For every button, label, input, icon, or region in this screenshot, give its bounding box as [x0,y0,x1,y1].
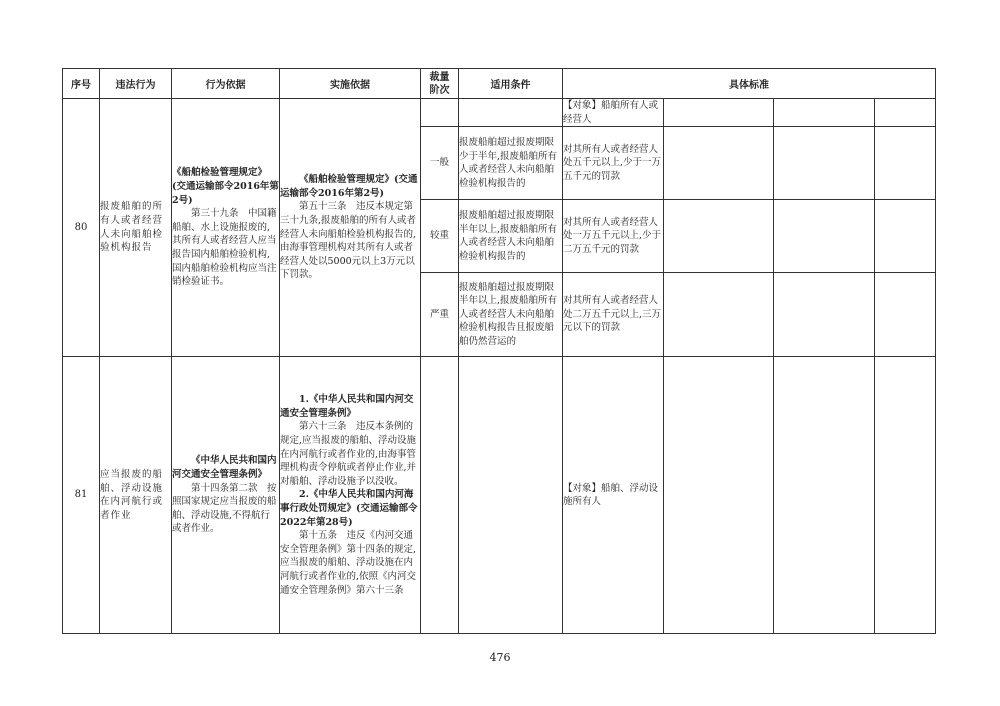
row80-cond-blank [459,99,563,127]
row81-extra-1 [664,357,774,634]
header-basis: 行为依据 [172,69,280,99]
row80-object: 【对象】船舶所有人或经营人 [563,99,664,127]
row81-basis-title: 《中华人民共和国内河交通安全管理条例》 [172,455,277,480]
row80-m-extra-2 [774,200,875,273]
row80-impl [280,99,421,357]
row80-level-3: 严重 [421,273,459,357]
row80-seq: 80 [63,99,100,357]
row80-impl-title: 《船舶检验管理规定》(交通运输部令2016年第2号) [280,174,418,199]
row80-g-extra-1 [664,127,774,200]
row81-extra-2 [774,357,875,634]
row80-level-1: 一般 [421,127,459,200]
row81-impl [280,357,421,634]
row80-extra-1 [664,99,774,127]
row80-s-extra-3 [875,273,936,357]
header-act: 违法行为 [100,69,172,99]
row80-act: 报废船舶的所有人或者经营人未向船舶检验机构报告 [100,99,172,357]
row80-cond-3: 报废船舶超过报废期限半年以上,报废船舶所有人或者经营人未向船舶检验机构报告且报废船舶仍然营运的 [459,273,563,357]
row80-cond-1: 报废船舶超过报废期限少于半年,报废船舶所有人或者经营人未向船舶检验机构报告的 [459,127,563,200]
row80-std-1: 对其所有人或者经营人处五千元以上,少于一万五千元的罚款 [563,127,664,200]
header-seq: 序号 [63,69,100,99]
row81-object: 【对象】船舶、浮动设施所有人 [563,357,664,634]
row81-impl-1-title: 1.《中华人民共和国内河交通安全管理条例》 [280,394,414,419]
row80-std-2: 对其所有人或者经营人处一万五千元以上,少于二万五千元的罚款 [563,200,664,273]
row80-s-extra-1 [664,273,774,357]
header-level-text: 裁量阶次 [429,71,450,96]
row80-level-blank [421,99,459,127]
row81-basis [172,357,280,634]
row80-basis-title: 《船舶检验管理规定》(交通运输部令2016年第2号) [172,167,279,206]
row81-cond-blank [459,357,563,634]
penalty-table [62,68,936,634]
row81-seq: 81 [63,357,100,634]
row80-level-2: 较重 [421,200,459,273]
header-impl: 实施依据 [280,69,421,99]
row81-act: 应当报废的船舶、浮动设施在内河航行或者作业 [100,357,172,634]
page-number: 476 [489,651,511,664]
row81-impl-1-text: 第六十三条 违反本条例的规定,应当报废的船舶、浮动设施在内河航行或者作业的,由海事管理机构责令停航或者停止作业,并对船舶、浮动设施予以没收。 [280,421,417,487]
row80-extra-3 [875,99,936,127]
header-row [63,69,936,99]
table-row-80 [63,99,936,127]
row80-cond-2: 报废船舶超过报废期限半年以上,报废船舶所有人或者经营人未向船舶检验机构报告的 [459,200,563,273]
row80-m-extra-1 [664,200,774,273]
row81-basis-text: 第十四条第二款 按照国家规定应当报废的船舶、浮动设施,不得航行或者作业。 [172,482,277,535]
header-level [421,69,459,99]
row80-s-extra-2 [774,273,875,357]
row81-impl-2-title: 2.《中华人民共和国内河海事行政处罚规定》(交通运输部令2022年第28号) [280,489,418,528]
row80-extra-2 [774,99,875,127]
row80-g-extra-2 [774,127,875,200]
row80-g-extra-3 [875,127,936,200]
row81-level-blank [421,357,459,634]
row80-basis [172,99,280,357]
row80-basis-text: 第三十九条 中国籍船舶、水上设施报废的,其所有人或者经营人应当报告国内船舶检验机构,国内船舶检验机构应当注销检验证书。 [172,208,277,288]
row80-m-extra-3 [875,200,936,273]
row81-extra-3 [875,357,936,634]
row80-std-3: 对其所有人或者经营人处二万五千元以上,三万元以下的罚款 [563,273,664,357]
row80-impl-text: 第五十三条 违反本规定第三十九条,报废船舶的所有人或者经营人未向船舶检验机构报告的,由海事管理机构对其所有人或者经营人处以5000元以上3万元以下罚款。 [280,201,417,281]
table-row-81 [63,357,936,634]
row81-impl-2-text: 第十五条 违反《内河交通安全管理条例》第十四条的规定,应当报废的船舶、浮动设施在内河航行或者作业的,依照《内河交通安全管理条例》第六十三条 [280,530,417,596]
header-cond: 适用条件 [459,69,563,99]
header-std: 具体标准 [563,69,936,99]
